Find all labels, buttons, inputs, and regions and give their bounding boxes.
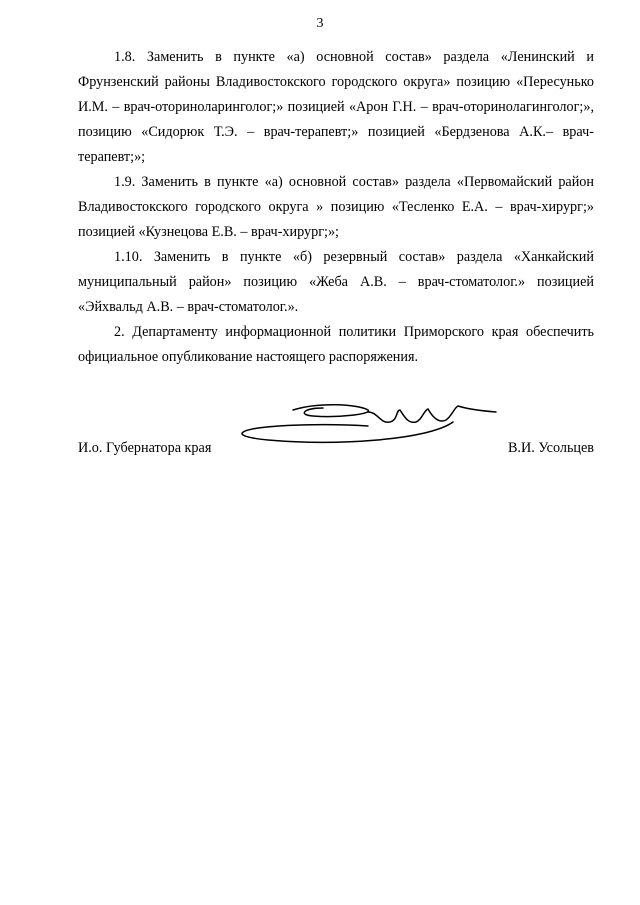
document-body — [78, 45, 594, 370]
page-number: 3 — [316, 16, 324, 31]
handwritten-signature — [228, 400, 528, 460]
paragraph-1-9: 1.9. Заменить в пункте «а) основной состав» раздела «Первомайский район Владивостокского городского округа » позицию «Тесленко Е.А. – врач-хирург;» позицией «Кузнецова Е.В. – врач-хирург;»; — [78, 174, 594, 240]
paragraph-1-10: 1.10. Заменить в пункте «б) резервный состав» раздела «Ханкайский муниципальный район» позицию «Жеба А.В. – врач-стоматолог.» позицией «Эйхвальд А.В. – врач-стоматолог.». — [78, 249, 594, 315]
paragraph-1-8: 1.8. Заменить в пункте «а) основной состав» раздела «Ленинский и Фрунзенский районы Владивостокского городского округа» позицию «Пересунько И.М. – врач-оториноларинголог;» позицией «Арон Г.Н. – врач-оторинолагинголог;», позицию «Сидорюк Т.Э. – врач-терапевт;» позицией «Бердзенова А.К.– врач- терапевт;»; — [78, 49, 594, 165]
signer-title: И.о. Губернатора края — [78, 440, 212, 456]
signer-name: В.И. Усольцев — [507, 440, 594, 456]
paragraph-2: 2. Департаменту информационной политики Приморского края обеспечить официальное опубликование настоящего распоряжения. — [78, 324, 594, 365]
signature-block — [78, 400, 594, 470]
